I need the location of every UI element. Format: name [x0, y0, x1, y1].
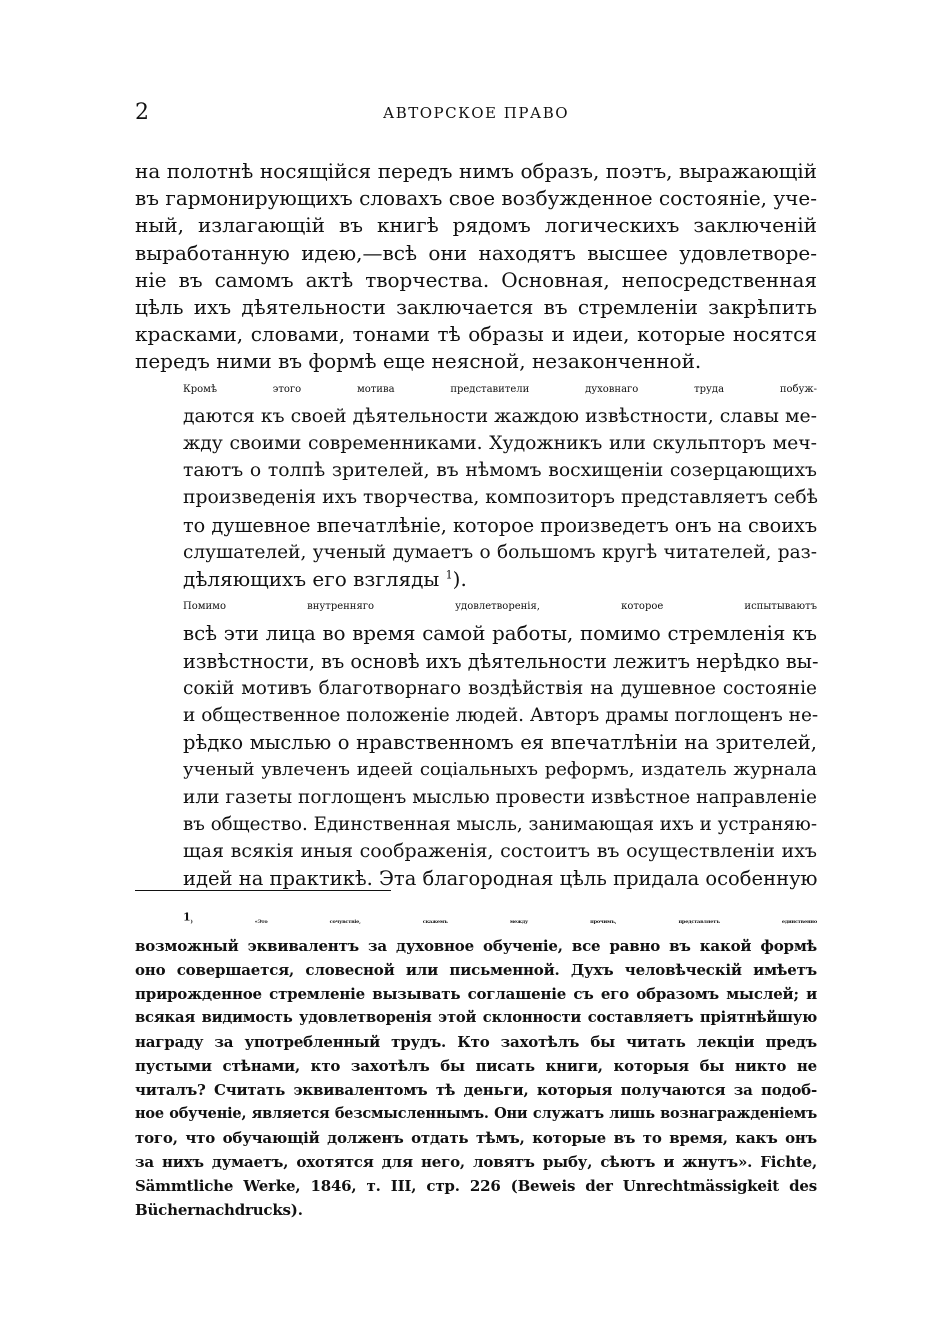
text-line: идей на практикѣ. Эта благородная цѣль придала особенную [183, 867, 818, 891]
text-line: ніе въ самомъ актѣ творчества. Основная, непосредственная [135, 267, 817, 292]
footnote [135, 910, 817, 1222]
running-title: АВТОРСКОЕ ПРАВО [382, 104, 570, 122]
text-line: въ гармонирующихъ словахъ свое возбужденное состояніе, уче- [135, 186, 817, 211]
text-line: или газеты поглощенъ мыслью провести извѣстное направленіе [183, 786, 817, 808]
footnote-line: награду за употребленный трудъ. Кто захотѣлъ бы читать лекціи предъ [135, 1033, 817, 1051]
text-line: всѣ эти лица во время самой работы, помимо стремленія къ [183, 622, 817, 646]
footnote-line: пустыми стѣнами, кто захотѣлъ бы писать книги, которыя бы никто не [135, 1057, 817, 1075]
footnote-line: прирожденное стремленіе вызывать соглашеніе съ его образомъ мыслей; и [135, 985, 817, 1003]
text-line: Помимо внутренняго удовлетворенія, которое испытываютъ [183, 601, 817, 613]
text-line: ученый увлеченъ идеей соціальныхъ реформъ, издатель журнала [183, 759, 817, 781]
text-line: Кромѣ этого мотива представители духовнаго труда побуж- [183, 383, 817, 395]
text-line-tail: ). [452, 567, 467, 592]
footnote-line: за нихъ думаетъ, охотятся для него, ловятъ рыбу, сѣютъ и жнутъ». Fichte, [135, 1153, 817, 1171]
text-line: въ общество. Единственная мысль, занимающая ихъ и устраняю- [183, 813, 817, 835]
text-line: извѣстности, въ основѣ ихъ дѣятельности лежитъ нерѣдко вы- [183, 649, 819, 673]
footnote-separator [135, 890, 391, 891]
text-line: сокій мотивъ благотворнаго воздѣйствія на душевное состояніе [183, 677, 817, 699]
footnote-reference[interactable]: 1 [445, 568, 453, 582]
text-line: то душевное впечатлѣніе, которое произведетъ онъ на своихъ [183, 513, 818, 537]
footnote-line: читалъ? Считать эквивалентомъ тѣ деньги, которыя получаются за подоб- [135, 1081, 817, 1099]
footnote-line: того, что обучающій долженъ отдать тѣмъ, которые въ то время, какъ онъ [135, 1129, 817, 1147]
page-header [135, 100, 817, 130]
text-line: даются къ своей дѣятельности жаждою извѣстности, славы ме- [183, 405, 817, 427]
page-number: 2 [135, 100, 149, 125]
text-line: цѣль ихъ дѣятельности заключается въ стремленіи закрѣпить [135, 295, 817, 320]
footnote-text: «Это сочувствіе, скажемъ между прочимъ, представляетъ единственно [254, 919, 817, 925]
footnote-line: ное обученіе, является безсмысленнымъ. Они служатъ лишь вознагражденіемъ [135, 1105, 817, 1122]
footnote-line: Büchernachdrucks). [135, 1201, 303, 1219]
text-line: рѣдко мыслью о нравственномъ ея впечатлѣніи на зрителей, [183, 731, 817, 755]
footnote-line: всякая видимость удовлетворенія этой склонности составляетъ пріятнѣйшую [135, 1009, 817, 1026]
text-line: выработанную идею,—всѣ они находятъ высшее удовлетворе- [135, 240, 817, 265]
footnote-line [135, 910, 817, 934]
text-line: произведенія ихъ творчества, композиторъ представляетъ себѣ [183, 487, 818, 509]
footnote-line: оно совершается, словесной или письменной. Духъ человѣческій имѣетъ [135, 961, 817, 979]
text-line: дѣляющихъ его взгляды [183, 567, 440, 592]
text-line: жду своими современниками. Художникъ или скульпторъ меч- [183, 433, 817, 455]
footnote-marker-close: ) [190, 919, 193, 925]
paragraph-1 [135, 158, 817, 376]
text-line: слушателей, ученый думаетъ о большомъ кругѣ читателей, раз- [183, 541, 817, 563]
text-line: и общественное положеніе людей. Авторъ драмы поглощенъ не- [183, 705, 819, 727]
footnote-marker: 1 [183, 910, 191, 924]
text-line-with-footnote-ref [135, 566, 817, 593]
text-line: передъ ними въ формѣ еще неясной, незаконченной. [135, 349, 702, 374]
text-line: красками, словами, тонами тѣ образы и идеи, которые носятся [135, 322, 817, 347]
text-line: щая всякія иныя соображенія, состоитъ въ осуществленіи ихъ [183, 840, 817, 863]
footnote-line: Sämmtliche Werke, 1846, т. III, стр. 226 (Beweis der Unrechtmässigkeit des [135, 1177, 817, 1195]
text-line: таютъ о толпѣ зрителей, въ нѣмомъ восхищеніи созерцающихъ [183, 460, 817, 482]
text-line: ный, излагающій въ книгѣ рядомъ логическихъ заключеній [135, 213, 817, 238]
paragraph-3 [135, 593, 817, 892]
paragraph-2 [135, 376, 817, 594]
footnote-line: возможный эквивалентъ за духовное обученіе, все равно въ какой формѣ [135, 937, 817, 955]
body-text [135, 158, 817, 892]
text-line: на полотнѣ носящійся передъ нимъ образъ, поэтъ, выражающій [135, 159, 817, 183]
